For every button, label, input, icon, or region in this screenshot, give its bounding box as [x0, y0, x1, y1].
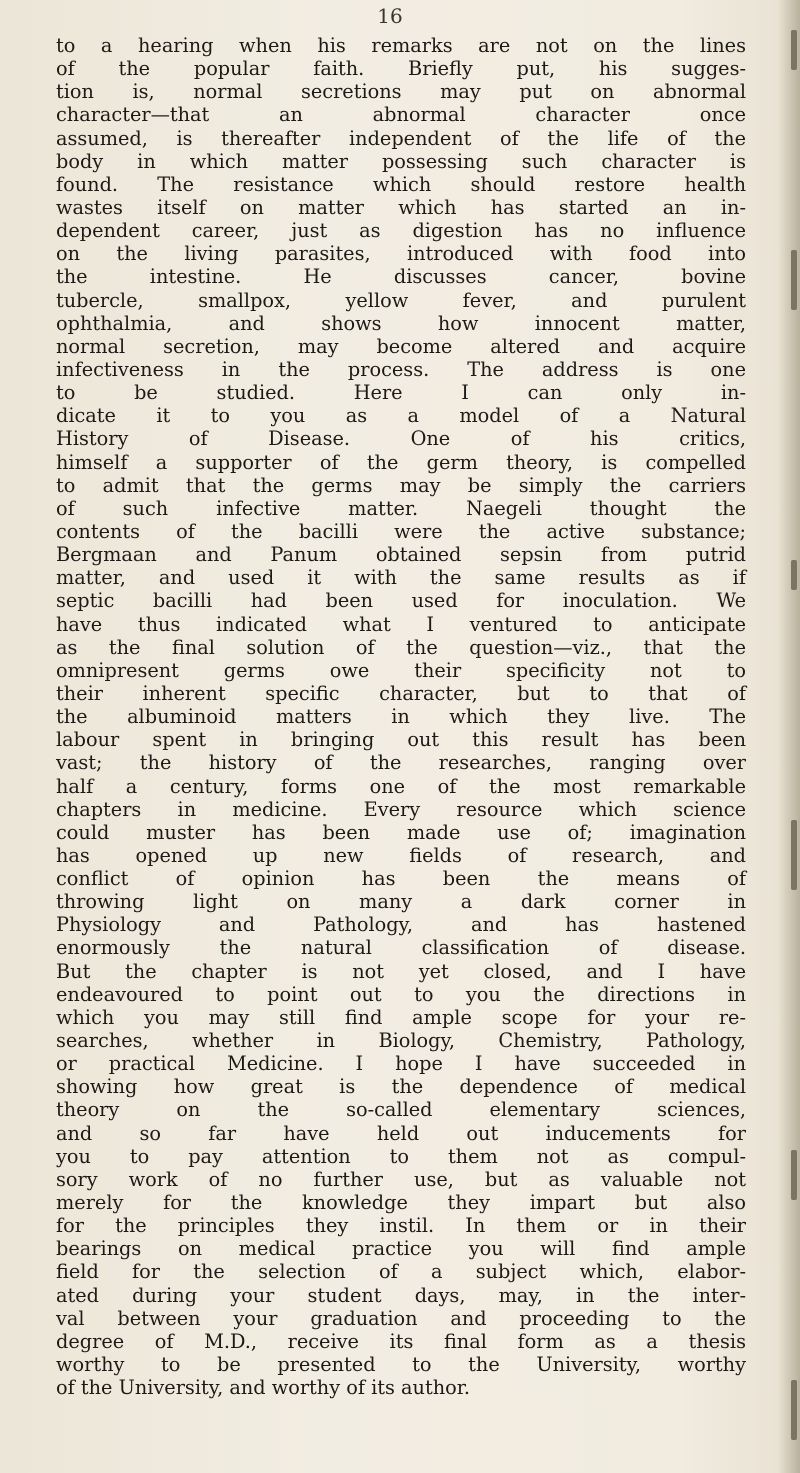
text-line: which you may still find ample scope for your re-: [56, 1005, 746, 1029]
text-line: to be studied. Here I can only in-: [56, 381, 746, 405]
text-line: their inherent specific character, but to that of: [56, 681, 746, 705]
text-line: character—that an abnormal character once: [56, 103, 746, 127]
text-line: as the final solution of the question—viz., that the: [56, 635, 746, 659]
text-line: sory work of no further use, but as valuable not: [56, 1167, 746, 1191]
text-line: theory on the so-called elementary sciences,: [56, 1098, 746, 1122]
text-line: has opened up new fields of research, and: [56, 843, 746, 867]
text-line: on the living parasites, introduced with food into: [56, 242, 746, 266]
text-line: body in which matter possessing such character is: [56, 149, 746, 173]
text-line: or practical Medicine. I hope I have succeeded in: [56, 1052, 746, 1076]
text-line: you to pay attention to them not as compul-: [56, 1144, 746, 1168]
edge-mark: [791, 250, 797, 310]
text-line: showing how great is the dependence of medical: [56, 1075, 746, 1099]
text-line: But the chapter is not yet closed, and I have: [56, 959, 746, 983]
text-line: merely for the knowledge they impart but also: [56, 1191, 746, 1215]
page-edge: [778, 0, 800, 1473]
edge-mark: [791, 1150, 797, 1200]
text-line: of such infective matter. Naegeli thought the: [56, 496, 746, 520]
text-line: val between your graduation and proceeding to the: [56, 1306, 746, 1330]
text-line: half a century, forms one of the most remarkable: [56, 774, 746, 798]
text-line: conflict of opinion has been the means of: [56, 867, 746, 891]
text-line: the intestine. He discusses cancer, bovine: [56, 265, 746, 289]
text-line: infectiveness in the process. The address is one: [56, 357, 746, 381]
text-line: labour spent in bringing out this result has been: [56, 728, 746, 752]
page-number: 16: [377, 4, 403, 28]
text-line: found. The resistance which should restore health: [56, 172, 746, 196]
text-line: normal secretion, may become altered and acquire: [56, 334, 746, 358]
body-text: [56, 34, 746, 1399]
text-line: for the principles they instil. In them or in their: [56, 1214, 746, 1238]
text-line: omnipresent germs owe their specificity not to: [56, 658, 746, 682]
text-line: bearings on medical practice you will find ample: [56, 1237, 746, 1261]
text-line: could muster has been made use of; imagination: [56, 820, 746, 844]
text-line: of the University, and worthy of its author.: [56, 1376, 470, 1400]
text-line: have thus indicated what I ventured to anticipate: [56, 612, 746, 636]
text-line: septic bacilli had been used for inoculation. We: [56, 589, 746, 613]
text-line: tubercle, smallpox, yellow fever, and purulent: [56, 288, 746, 312]
text-line: chapters in medicine. Every resource which science: [56, 797, 746, 821]
text-line: tion is, normal secretions may put on abnormal: [56, 80, 746, 104]
text-line: himself a supporter of the germ theory, is compelled: [56, 450, 746, 474]
text-line: enormously the natural classification of disease.: [56, 936, 746, 960]
text-line: and so far have held out inducements for: [56, 1121, 746, 1145]
text-line: matter, and used it with the same results as if: [56, 566, 746, 590]
edge-mark: [791, 1380, 797, 1440]
text-line: to a hearing when his remarks are not on the lines: [56, 34, 746, 57]
text-line: worthy to be presented to the University, worthy: [56, 1353, 746, 1377]
text-line: searches, whether in Biology, Chemistry, Pathology,: [56, 1029, 746, 1053]
text-line: dicate it to you as a model of a Natural: [56, 404, 746, 428]
text-line: degree of M.D., receive its final form as a thesis: [56, 1329, 746, 1353]
text-line: wastes itself on matter which has started an in-: [56, 195, 746, 219]
text-line: vast; the history of the researches, ranging over: [56, 751, 746, 775]
text-line: dependent career, just as digestion has no influence: [56, 219, 746, 243]
edge-mark: [791, 30, 797, 70]
text-line: to admit that the germs may be simply the carriers: [56, 473, 746, 497]
text-line: throwing light on many a dark corner in: [56, 890, 746, 914]
text-line: Physiology and Pathology, and has hastened: [56, 913, 746, 937]
text-line: ated during your student days, may, in the inter-: [56, 1283, 746, 1307]
text-line: field for the selection of a subject which, elabor-: [56, 1260, 746, 1284]
text-line: assumed, is thereafter independent of the life of the: [56, 126, 746, 150]
text-line: the albuminoid matters in which they live. The: [56, 705, 746, 729]
text-line: endeavoured to point out to you the directions in: [56, 982, 746, 1006]
text-line: Bergmaan and Panum obtained sepsin from putrid: [56, 543, 746, 567]
edge-mark: [791, 820, 797, 890]
text-line: ophthalmia, and shows how innocent matter,: [56, 311, 746, 335]
text-line: contents of the bacilli were the active substance;: [56, 519, 746, 543]
edge-mark: [791, 560, 797, 590]
text-line: of the popular faith. Briefly put, his sugges-: [56, 57, 746, 81]
text-line: History of Disease. One of his critics,: [56, 427, 746, 451]
